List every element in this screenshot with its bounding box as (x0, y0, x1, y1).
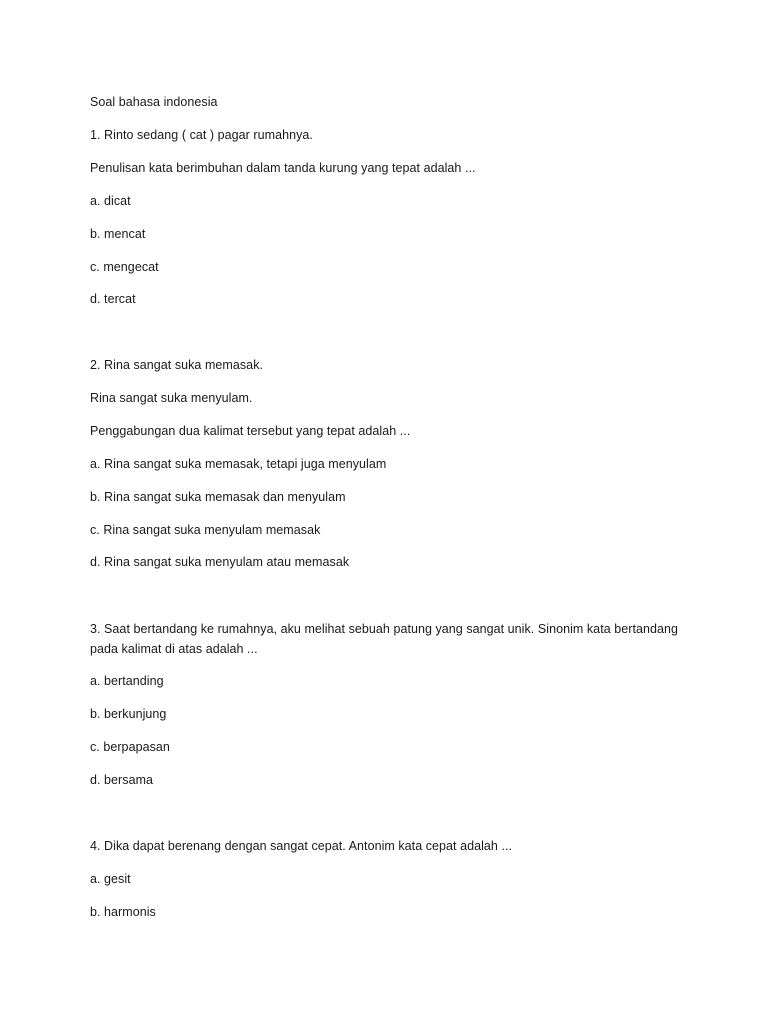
question-1-option-a: a. dicat (90, 194, 131, 208)
question-1-option-b: b. mencat (90, 227, 146, 241)
question-2-option-a: a. Rina sangat suka memasak, tetapi juga menyulam (90, 457, 387, 471)
question-2-prompt: Penggabungan dua kalimat tersebut yang tepat adalah ... (90, 424, 411, 438)
question-2-option-c: c. Rina sangat suka menyulam memasak (90, 523, 321, 537)
question-3-option-c: c. berpapasan (90, 740, 170, 754)
question-2-stem-2: Rina sangat suka menyulam. (90, 391, 253, 405)
document-title: Soal bahasa indonesia (90, 95, 218, 109)
question-1-option-c: c. mengecat (90, 260, 159, 274)
question-4-stem: 4. Dika dapat berenang dengan sangat cepat. Antonim kata cepat adalah ... (90, 839, 513, 853)
question-3-stem: 3. Saat bertandang ke rumahnya, aku melihat sebuah patung yang sangat unik. Sinonim kata bertandang pada kalimat di atas adalah ... (90, 622, 678, 656)
question-3-option-d: d. bersama (90, 773, 154, 787)
question-3-option-a: a. bertanding (90, 674, 164, 688)
question-4-option-b: b. harmonis (90, 905, 156, 919)
question-2-option-d: d. Rina sangat suka menyulam atau memasak (90, 555, 350, 569)
question-1-prompt: Penulisan kata berimbuhan dalam tanda kurung yang tepat adalah ... (90, 161, 476, 175)
question-2-stem-1: 2. Rina sangat suka memasak. (90, 358, 264, 372)
question-3-option-b: b. berkunjung (90, 707, 167, 721)
question-1-option-d: d. tercat (90, 292, 136, 306)
question-2-option-b: b. Rina sangat suka memasak dan menyulam (90, 490, 346, 504)
question-1-stem: 1. Rinto sedang ( cat ) pagar rumahnya. (90, 128, 313, 142)
question-4-option-a: a. gesit (90, 872, 131, 886)
